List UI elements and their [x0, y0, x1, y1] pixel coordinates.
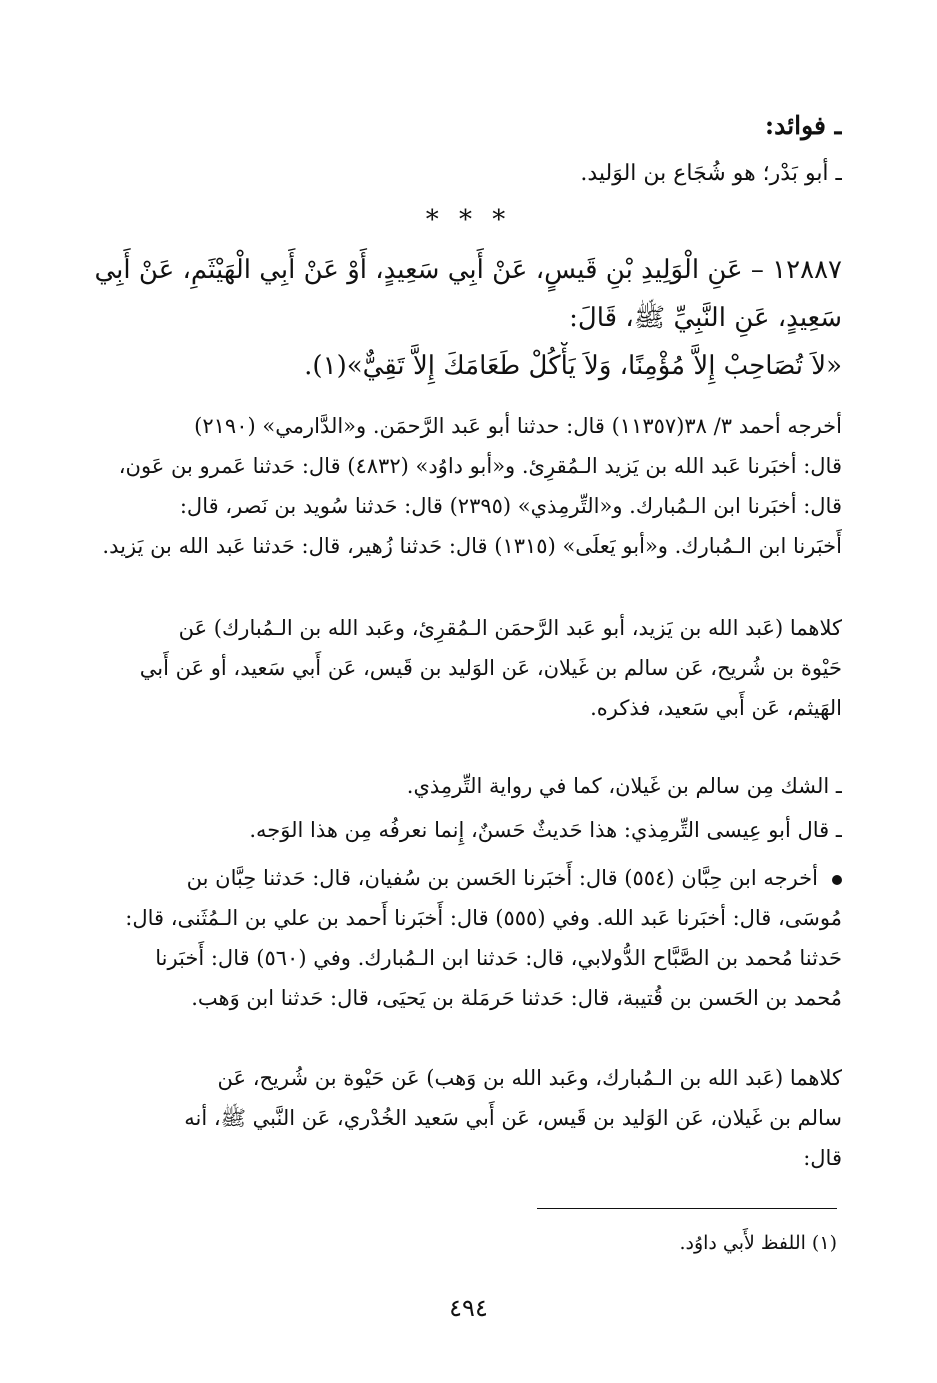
hadith-text	[95, 246, 842, 390]
kilahuma1-line: حَيْوة بن شُريح، عَن سالم بن غَيلان، عَن الوَليد بن قَيس، عَن أَبي سَعيد، أو عَن أَبي	[139, 656, 842, 680]
ibn-hibban-line	[95, 858, 842, 898]
ibn-hibban-line: حَدثنا مُحمد بن الصَّبَّاح الدُّولابي، قال: حَدثنا ابن الـمُبارك. وفي (٥٦٠) قال: أَخبَرنا	[155, 946, 842, 970]
ibn-hibban-paragraph	[95, 858, 842, 1018]
hadith-line: «لاَ تُصَاحِبْ إِلاَّ مُؤْمِنًا، وَلاَ يَأْكُلْ طَعَامَكَ إِلاَّ تَقِيٌّ»(١).	[304, 351, 842, 381]
kilahuma2-line: قال:	[803, 1146, 842, 1170]
footnote: (١) اللفظ لأَبي داوُد.	[679, 1232, 837, 1254]
ibn-hibban-line-text: أخرجه ابن حِبَّان (٥٥٤) قال: أَخبَرنا الحَسن بن سُفيان، قال: حَدثنا حِبَّان بن	[186, 866, 818, 890]
fawaid-note-text: ـ أبو بَدْر؛ هو شُجَاع بن الوَليد.	[580, 161, 842, 186]
ibn-hibban-line: مُوسَى، قال: أخبَرنا عَبد الله. وفي (٥٥٥) قال: أَخبَرنا أَحمد بن علي بن الـمُثَنى، قال:	[125, 906, 842, 930]
takhrij-line: أخرجه أحمد ٣/ ٣٨(١١٣٥٧) قال: حدثنا أبو عَبد الرَّحمَن. و«الدَّارمي» (٢١٩٠)	[194, 414, 842, 438]
takhrij-line: قال: أخبَرنا عَبد الله بن يَزيد الـمُقرِئ. و«أبو داوُد» (٤٨٣٢) قال: حَدثنا عَمرو بن عَون،	[118, 454, 842, 478]
tirmidhi-note	[95, 810, 842, 850]
hadith-line: ١٢٨٨٧ – عَنِ الْوَلِيدِ بْنِ قَيسٍ، عَنْ أَبِي سَعِيدٍ، أَوْ عَنْ أَبِي الْهَيْثَمِ، عَنْ أَبِي	[95, 255, 842, 285]
kilahuma2-line: سالم بن غَيلان، عَن الوَليد بن قَيس، عَن أَبي سَعيد الخُدْري، عَن النَّبي ﷺ، أنه	[184, 1106, 842, 1130]
ibn-hibban-line: مُحمد بن الحَسن بن قُتيبة، قال: حَدثنا حَرمَلة بن يَحيَى، قال: حَدثنا ابن وَهب.	[191, 986, 842, 1010]
shakk-note-text: ـ الشك مِن سالم بن غَيلان، كما في رواية التِّرمِذي.	[406, 774, 842, 798]
kilahuma2-line: كلاهما (عَبد الله بن الـمُبارك، وعَبد الله بن وَهب) عَن حَيْوة بن شُريح، عَن	[217, 1066, 842, 1090]
kilahuma1-line: الهَيثم، عَن أَبي سَعيد، فذكره.	[590, 696, 842, 720]
kilahuma-paragraph-1	[95, 608, 842, 728]
separator-stars: * * *	[425, 205, 512, 235]
bullet-icon	[832, 875, 842, 885]
takhrij-line: أَخبَرنا ابن الـمُبارك. و«أبو يَعلَى» (١٣١٥) قال: حَدثنا زُهير، قال: حَدثنا عَبد الله بن يَزيد.	[102, 534, 842, 558]
shakk-note	[95, 766, 842, 806]
footnote-divider	[537, 1208, 837, 1209]
page-number: ٤٩٤	[449, 1294, 488, 1322]
hadith-line: سَعِيدٍ، عَنِ النَّبِيِّ ﷺ، قَالَ:	[569, 303, 842, 333]
kilahuma1-line: كلاهما (عَبد الله بن يَزيد، أبو عَبد الرَّحمَن الـمُقرِئ، وعَبد الله بن الـمُبارك) عَن	[178, 616, 842, 640]
tirmidhi-note-text: ـ قال أبو عِيسى التِّرمِذي: هذا حَديثٌ حَسنٌ، إِنما نعرفُه مِن هذا الوَجه.	[249, 818, 842, 842]
takhrij-line: قال: أخبَرنا ابن الـمُبارك. و«التِّرمِذي» (٢٣٩٥) قال: حَدثنا سُويد بن نَصر، قال:	[179, 494, 842, 518]
kilahuma-paragraph-2	[95, 1058, 842, 1178]
section-heading	[95, 106, 842, 146]
heading-text: ـ فوائد:	[764, 111, 842, 140]
fawaid-note	[95, 154, 842, 194]
takhrij-paragraph	[95, 406, 842, 566]
